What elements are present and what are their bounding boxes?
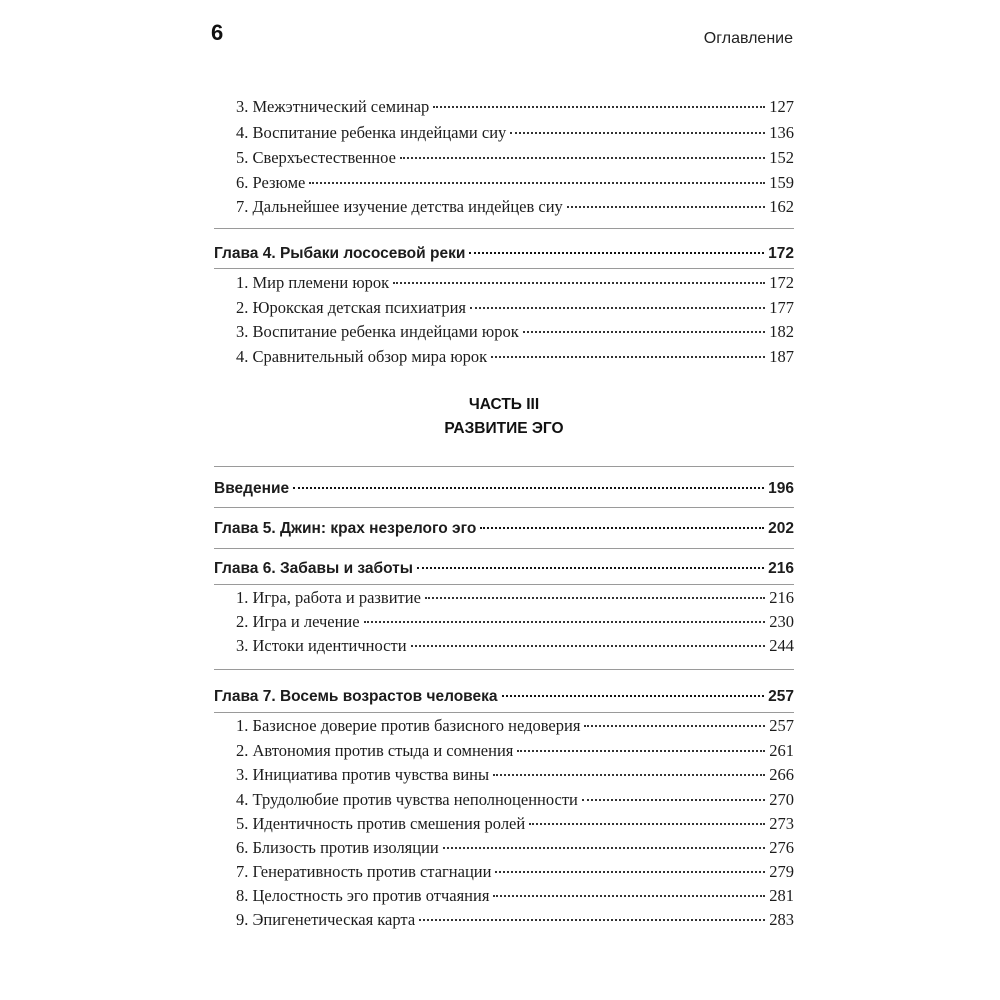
entry-page: 281 — [769, 886, 794, 905]
dot-leader — [470, 306, 765, 309]
toc-chapter[interactable] — [214, 243, 794, 265]
entry-page: 182 — [769, 322, 794, 341]
toc-entry[interactable] — [236, 272, 794, 294]
entry-title: 5. Сверхъестественное — [236, 148, 396, 167]
divider — [214, 507, 794, 508]
entry-page: 230 — [769, 612, 794, 631]
dot-leader — [425, 596, 765, 599]
dot-leader — [567, 205, 765, 208]
entry-title: 2. Игра и лечение — [236, 612, 360, 631]
entry-title: 2. Юрокская детская психиатрия — [236, 298, 466, 317]
toc-chapter[interactable] — [214, 686, 794, 708]
toc-entry[interactable] — [236, 740, 794, 762]
chapter-title: Глава 5. Джин: крах незрелого эго — [214, 520, 477, 537]
dot-leader — [493, 773, 765, 776]
toc-entry[interactable] — [236, 909, 794, 931]
dot-leader — [510, 131, 765, 134]
chapter-title: Введение — [214, 480, 290, 497]
dot-leader — [411, 644, 766, 647]
divider — [214, 466, 794, 467]
chapter-page: 196 — [768, 480, 794, 497]
entry-page: 270 — [769, 790, 794, 809]
dot-leader — [582, 798, 765, 801]
entry-title: 2. Автономия против стыда и сомнения — [236, 741, 514, 760]
entry-page: 261 — [769, 741, 794, 760]
toc-entry[interactable] — [236, 813, 794, 835]
dot-leader — [419, 918, 765, 921]
toc-chapter[interactable] — [214, 478, 794, 500]
dot-leader — [502, 694, 765, 697]
part-label: ЧАСТЬ III — [468, 396, 540, 413]
dot-leader — [400, 156, 765, 159]
entry-title: 3. Инициатива против чувства вины — [236, 765, 490, 784]
entry-page: 127 — [769, 97, 794, 116]
dot-leader — [417, 566, 764, 569]
divider — [214, 548, 794, 549]
entry-title: 9. Эпигенетическая карта — [236, 910, 416, 929]
chapter-title: Глава 4. Рыбаки лососевой реки — [214, 245, 466, 262]
entry-page: 279 — [769, 862, 794, 881]
dot-leader — [364, 620, 766, 623]
entry-page: 283 — [769, 910, 794, 929]
dot-leader — [393, 281, 765, 284]
dot-leader — [491, 355, 765, 358]
toc-entry[interactable] — [236, 297, 794, 319]
toc-entry[interactable] — [236, 122, 794, 144]
dot-leader — [584, 724, 765, 727]
dot-leader — [517, 749, 765, 752]
entry-title: 1. Базисное доверие против базисного недоверия — [236, 716, 581, 735]
toc-entry[interactable] — [236, 789, 794, 811]
entry-page: 187 — [769, 347, 794, 366]
dot-leader — [443, 846, 765, 849]
entry-title: 1. Игра, работа и развитие — [236, 588, 421, 607]
toc-entry[interactable] — [236, 764, 794, 786]
entry-page: 244 — [769, 636, 794, 655]
toc-entry[interactable] — [236, 861, 794, 883]
entry-title: 3. Истоки идентичности — [236, 636, 407, 655]
entry-page: 257 — [769, 716, 794, 735]
toc-entry[interactable] — [236, 196, 794, 218]
chapter-page: 202 — [768, 520, 794, 537]
toc-chapter[interactable] — [214, 518, 794, 540]
chapter-page: 257 — [768, 688, 794, 705]
chapter-page: 172 — [768, 245, 794, 262]
entry-page: 273 — [769, 814, 794, 833]
dot-leader — [309, 181, 765, 184]
dot-leader — [529, 822, 765, 825]
entry-title: 4. Сравнительный обзор мира юрок — [236, 347, 488, 366]
toc-entry[interactable] — [236, 346, 794, 368]
entry-page: 159 — [769, 173, 794, 192]
divider — [214, 584, 794, 585]
divider — [214, 268, 794, 269]
entry-page: 162 — [769, 197, 794, 216]
chapter-title: Глава 7. Восемь возрастов человека — [214, 688, 498, 705]
entry-page: 152 — [769, 148, 794, 167]
toc-entry[interactable] — [236, 587, 794, 609]
entry-page: 216 — [769, 588, 794, 607]
toc-entry[interactable] — [236, 635, 794, 657]
entry-title: 6. Близость против изоляции — [236, 838, 439, 857]
dot-leader — [469, 251, 764, 254]
dot-leader — [433, 105, 765, 108]
entry-title: 8. Целостность эго против отчаяния — [236, 886, 490, 905]
entry-title: 5. Идентичность против смешения ролей — [236, 814, 526, 833]
entry-title: 1. Мир племени юрок — [236, 273, 390, 292]
entry-page: 177 — [769, 298, 794, 317]
entry-title: 3. Воспитание ребенка индейцами юрок — [236, 322, 519, 341]
toc-entry[interactable] — [236, 96, 794, 118]
toc-chapter[interactable] — [214, 558, 794, 580]
part-title: РАЗВИТИЕ ЭГО — [444, 420, 564, 437]
entry-page: 172 — [769, 273, 794, 292]
entry-title: 7. Генеративность против стагнации — [236, 862, 492, 881]
dot-leader — [495, 870, 765, 873]
dot-leader — [480, 526, 764, 529]
toc-entry[interactable] — [236, 172, 794, 194]
toc-entry[interactable] — [236, 611, 794, 633]
dot-leader — [493, 894, 765, 897]
entry-title: 4. Воспитание ребенка индейцами сиу — [236, 123, 507, 142]
entry-page: 266 — [769, 765, 794, 784]
entry-title: 7. Дальнейшее изучение детства индейцев сиу — [236, 197, 563, 216]
chapter-page: 216 — [768, 560, 794, 577]
dot-leader — [523, 330, 766, 333]
toc-entry[interactable] — [236, 837, 794, 859]
entry-title: 4. Трудолюбие против чувства неполноценности — [236, 790, 578, 809]
entry-page: 276 — [769, 838, 794, 857]
divider — [214, 669, 794, 670]
toc-entry[interactable] — [236, 147, 794, 169]
chapter-title: Глава 6. Забавы и заботы — [214, 560, 414, 577]
toc-entry[interactable] — [236, 715, 794, 737]
entry-title: 3. Межэтнический семинар — [236, 97, 430, 116]
entry-page: 136 — [769, 123, 794, 142]
dot-leader — [293, 486, 764, 489]
entry-title: 6. Резюме — [236, 173, 306, 192]
toc-entry[interactable] — [236, 885, 794, 907]
running-head: Оглавление — [703, 30, 793, 47]
page-number: 6 — [211, 20, 224, 45]
divider — [214, 712, 794, 713]
divider — [214, 228, 794, 229]
toc-entry[interactable] — [236, 321, 794, 343]
